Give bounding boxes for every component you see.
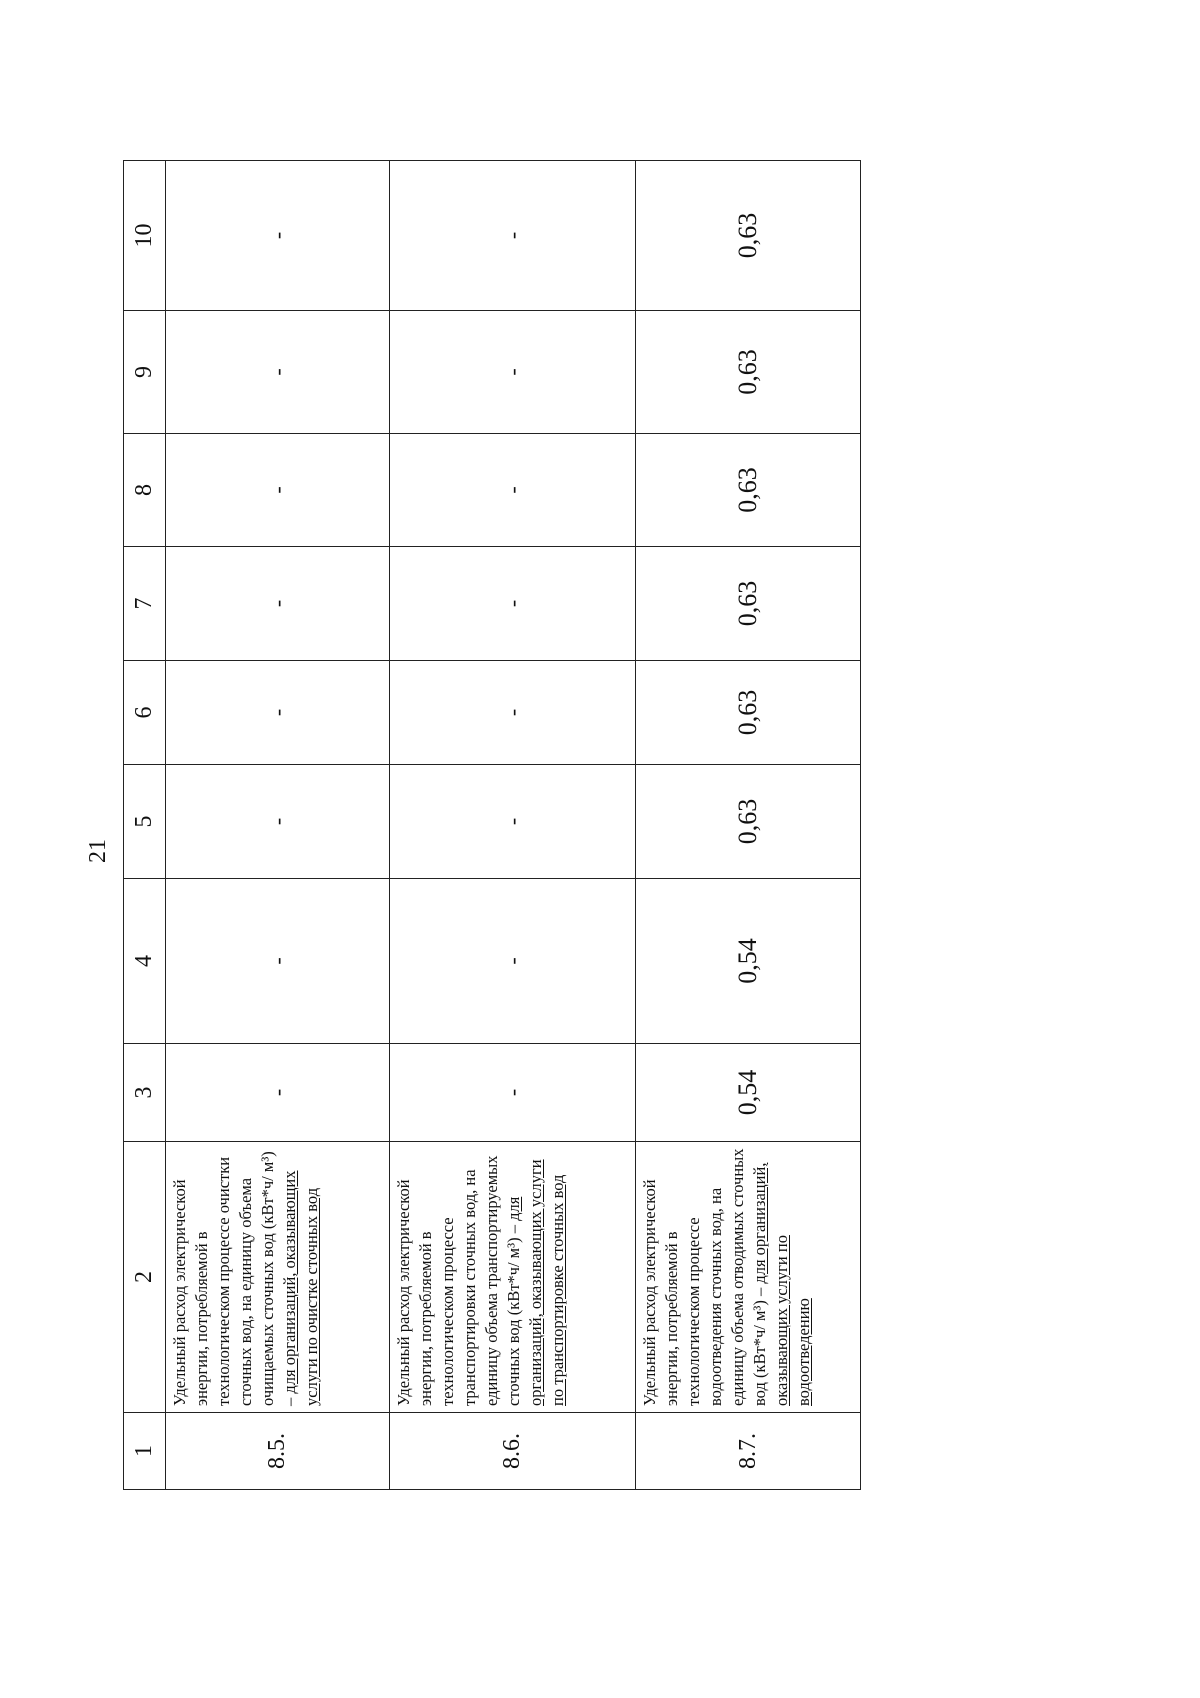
value-cell: 0,63 xyxy=(636,434,861,547)
value-cell: - xyxy=(390,1044,636,1142)
value-cell: 0,63 xyxy=(636,311,861,434)
header-row xyxy=(124,161,166,1490)
col-header: 10 xyxy=(124,161,166,311)
value-cell: - xyxy=(390,161,636,311)
col-header: 2 xyxy=(124,1142,166,1413)
col-header: 3 xyxy=(124,1044,166,1142)
col-header: 7 xyxy=(124,547,166,661)
row-description xyxy=(390,1142,636,1413)
value-cell: 0,54 xyxy=(636,1044,861,1142)
col-header: 6 xyxy=(124,661,166,765)
value-cell: 0,54 xyxy=(636,879,861,1044)
value-cell: - xyxy=(390,879,636,1044)
indicator-table-container xyxy=(123,161,863,1490)
page-number: 21 xyxy=(85,839,111,863)
description-text: Удельный расход электрической энергии, потребляемой в технологическом процессе очистки сточных вод, на единицу объема очищаемых сточных вод (кВт*ч/ м³) – xyxy=(170,1151,299,1406)
value-cell: 0,63 xyxy=(636,661,861,765)
table-row xyxy=(636,161,861,1490)
value-cell: - xyxy=(390,547,636,661)
col-header: 9 xyxy=(124,311,166,434)
value-cell: - xyxy=(390,765,636,879)
description-underlined-text: для организаций, оказывающих услуги по водоотведению xyxy=(750,1162,813,1406)
value-cell: - xyxy=(166,434,390,547)
row-number: 8.5. xyxy=(166,1413,390,1490)
value-cell: - xyxy=(166,661,390,765)
value-cell: - xyxy=(390,434,636,547)
table-row xyxy=(166,161,390,1490)
description-text: Удельный расход электрической энергии, потребляемой в технологическом процессе водоотведения сточных вод, на единицу объема отводимых сточных вод (кВт*ч/ м³) – xyxy=(640,1148,769,1406)
row-number: 8.6. xyxy=(390,1413,636,1490)
col-header: 4 xyxy=(124,879,166,1044)
description-text: Удельный расход электрической энергии, потребляемой в технологическом процессе транспортировки сточных вод, на единицу объема транспортируемых сточных вод (кВт*ч/ м³) – xyxy=(394,1155,523,1406)
value-cell: - xyxy=(166,1044,390,1142)
col-header: 5 xyxy=(124,765,166,879)
value-cell: 0,63 xyxy=(636,765,861,879)
indicator-table xyxy=(123,160,861,1490)
indicator-table-rotated xyxy=(123,161,863,1490)
value-cell: 0,63 xyxy=(636,547,861,661)
col-header: 8 xyxy=(124,434,166,547)
table-row xyxy=(390,161,636,1490)
row-number: 8.7. xyxy=(636,1413,861,1490)
row-description xyxy=(636,1142,861,1413)
value-cell: - xyxy=(390,311,636,434)
value-cell: - xyxy=(166,311,390,434)
description-underlined-text: для организаций, оказывающих услуги по транспортировке сточных вод xyxy=(504,1159,567,1406)
value-cell: - xyxy=(166,879,390,1044)
value-cell: - xyxy=(166,161,390,311)
value-cell: - xyxy=(166,547,390,661)
value-cell: - xyxy=(166,765,390,879)
col-header: 1 xyxy=(124,1413,166,1490)
value-cell: 0,63 xyxy=(636,161,861,311)
row-description xyxy=(166,1142,390,1413)
description-underlined-text: для организаций, оказывающих услуги по очистке сточных вод xyxy=(280,1170,321,1406)
value-cell: - xyxy=(390,661,636,765)
